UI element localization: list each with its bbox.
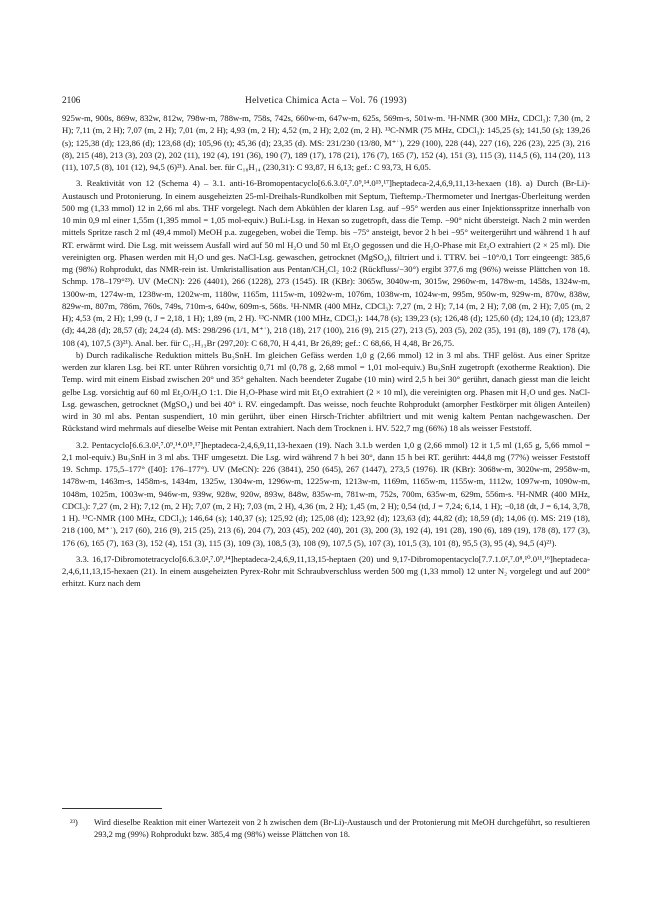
article-body	[62, 112, 590, 590]
footnote-23	[62, 817, 590, 840]
footnote-mark: ²³)	[70, 818, 78, 827]
footnote-text: Wird dieselbe Reaktion mit einer Wartezeit von 2 h zwischen dem (Br-Li)-Austausch und der Protonierung mit MeOH durchgeführt, so resultieren 293,2 mg (99%) Rohprodukt bzw. 385,4 mg (98%) weisse Plättchen von 18.	[94, 818, 590, 839]
footnote-area	[62, 808, 590, 840]
footnote-divider	[62, 808, 162, 809]
paragraph-section-3-3: 3.3. 16,17-Dibromotetracyclo[6.6.3.0²,⁷.0⁹,¹⁴]heptadeca-2,4,6,9,11,13,15-heptaen (20) und 9,17-Dibromopentacyclo[7.7.1.0²,⁷.0⁸,¹⁰.0¹¹,¹⁶]heptadeca-2,4,6,11,13,15-hexaen (21). In einem ausgeheizten Pyrex-Rohr mit Schraubverschluss werden 500 mg (1,33 mmol) 12 unter N₂ vorgelegt und auf 200° erhitzt. Kurz nach dem	[62, 553, 590, 589]
page-number: 2106	[62, 95, 81, 105]
journal-title: Helvetica Chimica Acta – Vol. 76 (1993)	[245, 95, 407, 105]
paragraph-section-3-1a: 3. Reaktivität von 12 (Schema 4) – 3.1. anti-16-Bromopentacyclo[6.6.3.0²,⁷.0⁹,¹⁴.0¹⁵,¹⁷]heptadeca-2,4,6,9,11,13-hexaen (18). a) Durch (Br-Li)-Austausch und Protonierung. In einem ausgeheizten 25-ml-Dreihals-Rundkolben mit Septum, Tieftemp.-Thermometer und Inertgas-Überleitung werden 500 mg (1,33 mmol) 12 in 2,66 ml abs. THF vorgelegt. Nach dem Abkühlen der klaren Lsg. auf −95° werden aus einer Injektionsspritze innerhalb von 10 min 0,9 ml einer 1,55m (1,395 mmol = 1,05 mol-equiv.) BuLi-Lsg. in Hexan so zugetropft, dass die Temp. −90° nicht übersteigt. Nach 2 min werden mittels Spritze rasch 2 ml (49,4 mmol) MeOH p.a. zugegeben, wobei die Temp. bis −75° ansteigt, bevor 2 h bei −95° weitergerührt und während 1 h auf RT. erwärmt wird. Die Lsg. mit weissem Ausfall wird auf 50 ml H₂O und 50 ml Et₂O gegossen und die H₂O-Phase mit Et₂O extrahiert (2 × 25 ml). Die vereinigten org. Phasen werden mit H₂O und ges. NaCl-Lsg. gewaschen, getrocknet (MgSO₄), filtriert und i. TTRV. bei −10°/0,1 Torr eingeengt: 385,6 mg (98%) Rohprodukt, das NMR-rein ist. Umkristallisation aus Pentan/CH₂Cl₂ 10:2 (Rückfluss/−30°) ergibt 377,6 mg (96%) weisse Plättchen von 18. Schmp. 178–179°²³). UV (MeCN): 226 (4401), 266 (1228), 273 (1545). IR (KBr): 3065w, 3040w-m, 3015w, 2960w-m, 1478w-m, 1458s, 1324w-m, 1300w-m, 1274w-m, 1238w-m, 1202w-m, 1180w, 1165m, 1115w-m, 1092w-m, 1076m, 1038w-m, 1024w-m, 995m, 950w-m, 929w-m, 870w, 838w, 829w-m, 807m, 786m, 760s, 749s, 710m-s, 640w, 609m-s, 568s. ¹H-NMR (400 MHz, CDCl₃): 7,27 (m, 2 H); 7,14 (m, 2 H); 7,08 (m, 2 H); 7,05 (m, 2 H); 4,53 (m, 2 H); 1,99 (t, J = 2,18, 1 H); 1,89 (m, 2 H). ¹³C-NMR (100 MHz, CDCl₃): 144,78 (s); 139,23 (s); 126,48 (d); 125,60 (d); 124,10 (d); 123,87 (d); 44,28 (d); 28,57 (d); 24,24 (d). MS: 298/296 (1/1, M⁺˙), 218 (18), 217 (100), 216 (9), 215 (27), 213 (5), 203 (5), 202 (35), 191 (8), 189 (7), 178 (4), 108 (4), 107,5 (3)²¹). Anal. ber. für C₁₇H₁₃Br (297,20): C 68,70, H 4,41, Br 26,89; gef.: C 68,66, H 4,48, Br 26,75.	[62, 178, 590, 348]
paragraph-spectral-data: 925w-m, 900s, 869w, 832w, 812w, 798w-m, 788w-m, 758s, 742s, 660w-m, 647w-m, 625s, 569m-s, 501w-m. ¹H-NMR (300 MHz, CDCl₃): 7,30 (m, 2 H); 7,11 (m, 2 H); 7,07 (m, 2 H); 7,01 (m, 2 H); 4,93 (m, 2 H); 4,52 (m, 2 H); 2,02 (m, 2 H). ¹³C-NMR (75 MHz, CDCl₃): 145,25 (s); 141,50 (s); 139,26 (s); 125,38 (d); 123,86 (d); 123,68 (d); 105,96 (t); 45,36 (d); 23,35 (d). MS: 231/230 (13/80, M⁺˙), 229 (100), 228 (44), 227 (16), 226 (23), 225 (3), 216 (8), 215 (48), 213 (3), 203 (2), 202 (11), 192 (4), 191 (36), 190 (7), 189 (17), 178 (21), 176 (7), 165 (7), 152 (4), 151 (3), 115 (3), 114,5 (6), 114 (20), 113 (11), 107,5 (8), 101 (12), 94,5 (6)²¹). Anal. ber. für C₁₈H₁₄ (230,31): C 93,87, H 6,13; gef.: C 93,73, H 6,05.	[62, 113, 590, 172]
running-head	[62, 95, 590, 109]
paragraph-section-3-1b: b) Durch radikalische Reduktion mittels Bu₃SnH. Im gleichen Gefäss werden 1,0 g (2,66 mmol) 12 in 3 ml abs. THF gelöst. Aus einer Spritze werden zur klaren Lsg. bei RT. unter Rühren vorsichtig 0,71 ml (0,78 g, 2,68 mmol = 1,01 mol-equiv.) Bu₃SnH zugetropft (exotherme Reaktion). Die Temp. wird mit einem Eisbad zwischen 20° und 35° gehalten. Nach beendeter Zugabe (10 min) wird 2,5 h bei 30° gerührt, danach giesst man die leicht gelbe Lsg. vorsichtig auf 60 ml Et₂O/H₂O 1:1. Die H₂O-Phase wird mit Et₂O extrahiert (2 × 10 ml), die vereinigten org. Phasen mit H₂O und ges. NaCl-Lsg. gewaschen, getrocknet (MgSO₄) und bei 40° i. RV. eingedampft. Das weisse, noch feuchte Rohprodukt (amorpher Festkörper mit öligen Anteilen) wird in 30 ml abs. Pentan suspendiert, 10 min gerührt, über einen Hirsch-Trichter abfiltriert und mit wenig kaltem Pentan nachgewaschen. Der Rückstand wird mehrmals auf dieselbe Weise mit Pentan extrahiert. Nach dem Trocknen i. HV. 522,7 mg (66%) 18 als weisser Feststoff.	[62, 349, 590, 434]
paragraph-section-3-2: 3.2. Pentacyclo[6.6.3.0²,⁷.0⁹,¹⁴.0¹⁵,¹⁷]heptadeca-2,4,6,9,11,13-hexaen (19). Nach 3.1.b werden 1,0 g (2,66 mmol) 12 it 1,5 ml (1,65 g, 5,66 mmol = 2,1 mol-equiv.) Bu₃SnH in 3 ml abs. THF umgesetzt. Die Lsg. wird während 7 h bei 30°, dann 15 h bei RT. gerührt: 444,8 mg (77%) weisser Feststoff 19. Schmp. 175,5–177° ([40]: 176–177°). UV (MeCN): 226 (3841), 250 (645), 267 (1447), 273,5 (1976). IR (KBr): 3068w-m, 3020w-m, 2958w-m, 1478w-m, 1463m-s, 1458m-s, 1434m, 1325w, 1304w-m, 1296w-m, 1225w-m, 1213w-m, 1169m, 1165w-m, 1155w-m, 1112w, 1097w-m, 1090w-m, 1048m, 1025m, 1003w-m, 946w-m, 939w, 928w, 920w, 893w, 848w, 835w-m, 781w-m, 752s, 700m, 635w-m, 629m, 556m-s. ¹H-NMR (400 MHz, CDCl₃): 7,27 (m, 2 H); 7,12 (m, 2 H); 7,07 (m, 2 H); 7,03 (m, 2 H), 4,36 (m, 2 H); 1,45 (m, 2 H); 0,54 (td, J = 7,24; 6,14, 1 H); −0,18 (dt, J = 6,14, 3,78, 1 H). ¹³C-NMR (100 MHz, CDCl₃); 146,64 (s); 140,37 (s); 125,92 (d); 125,08 (d); 123,92 (d); 123,63 (d); 44,82 (d); 18,59 (d); 14,06 (t). MS: 219 (18), 218 (100, M⁺˙), 217 (60), 216 (9), 215 (25), 213 (6), 204 (7), 203 (45), 202 (40), 201 (3), 200 (3), 192 (4), 191 (28), 190 (6), 189 (19), 178 (8), 177 (3), 176 (6), 165 (7), 163 (3), 152 (4), 151 (3), 115 (3), 109 (3), 108,5 (3), 108 (9), 107,5 (5), 107 (3), 101,5 (3), 101 (8), 95,5 (3), 95 (4), 94,5 (4)²¹).	[62, 439, 590, 548]
